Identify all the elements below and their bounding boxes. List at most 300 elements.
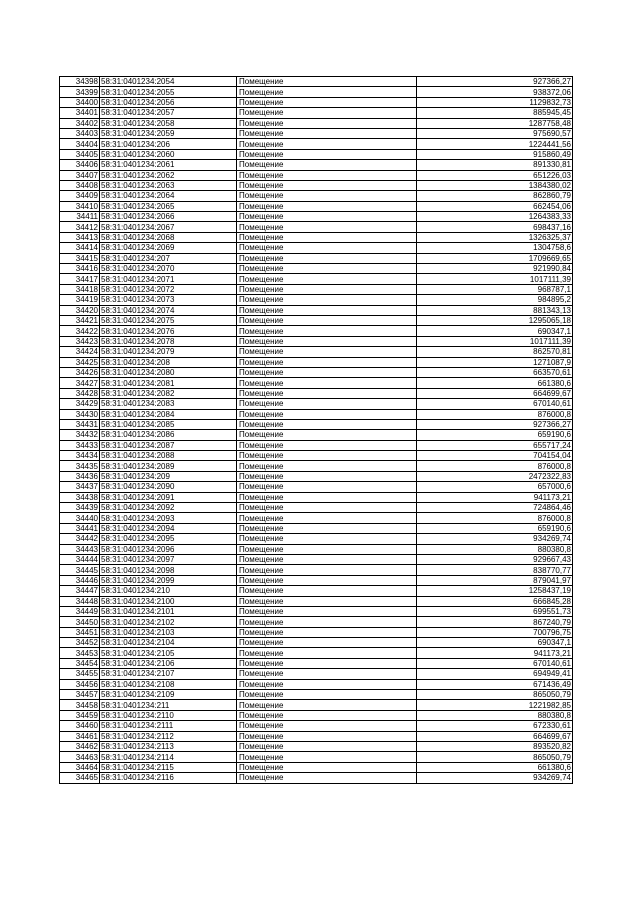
value-cell: 862570,81 <box>417 347 573 357</box>
value-cell: 694949,41 <box>417 669 573 679</box>
object-type-cell: Помещение <box>237 669 417 679</box>
value-cell: 1304758,6 <box>417 243 573 253</box>
row-number-cell: 34417 <box>60 274 100 284</box>
table-row <box>60 305 573 315</box>
object-type-cell: Помещение <box>237 544 417 554</box>
object-type-cell: Помещение <box>237 742 417 752</box>
table-row <box>60 586 573 596</box>
value-cell: 941173,21 <box>417 648 573 658</box>
row-number-cell: 34454 <box>60 658 100 668</box>
object-type-cell: Помещение <box>237 586 417 596</box>
value-cell: 975690,57 <box>417 128 573 138</box>
cadastral-number-cell: 58:31:0401234:2062 <box>100 170 237 180</box>
value-cell: 671436,49 <box>417 679 573 689</box>
value-cell: 2472322,83 <box>417 471 573 481</box>
value-cell: 672330,61 <box>417 721 573 731</box>
value-cell: 927366,27 <box>417 77 573 87</box>
value-cell: 724864,46 <box>417 503 573 513</box>
cadastral-number-cell: 58:31:0401234:2101 <box>100 606 237 616</box>
object-type-cell: Помещение <box>237 773 417 783</box>
row-number-cell: 34416 <box>60 264 100 274</box>
row-number-cell: 34436 <box>60 471 100 481</box>
value-cell: 1224441,56 <box>417 139 573 149</box>
value-cell: 934269,74 <box>417 773 573 783</box>
value-cell: 1271087,9 <box>417 357 573 367</box>
cadastral-number-cell: 58:31:0401234:211 <box>100 700 237 710</box>
row-number-cell: 34430 <box>60 409 100 419</box>
value-cell: 651226,03 <box>417 170 573 180</box>
object-type-cell: Помещение <box>237 118 417 128</box>
cadastral-number-cell: 58:31:0401234:2113 <box>100 742 237 752</box>
value-cell: 838770,77 <box>417 565 573 575</box>
table-row <box>60 679 573 689</box>
object-type-cell: Помещение <box>237 295 417 305</box>
cadastral-number-cell: 58:31:0401234:2078 <box>100 336 237 346</box>
table-row <box>60 170 573 180</box>
table-row <box>60 357 573 367</box>
table-row <box>60 482 573 492</box>
table-row <box>60 617 573 627</box>
table-row <box>60 554 573 564</box>
table-row <box>60 596 573 606</box>
row-number-cell: 34406 <box>60 160 100 170</box>
value-cell: 699551,73 <box>417 606 573 616</box>
object-type-cell: Помещение <box>237 336 417 346</box>
object-type-cell: Помещение <box>237 108 417 118</box>
table-row <box>60 118 573 128</box>
cadastral-number-cell: 58:31:0401234:2112 <box>100 731 237 741</box>
cadastral-number-cell: 58:31:0401234:2115 <box>100 762 237 772</box>
value-cell: 880380,8 <box>417 710 573 720</box>
cadastral-number-cell: 58:31:0401234:2073 <box>100 295 237 305</box>
table-row <box>60 503 573 513</box>
row-number-cell: 34445 <box>60 565 100 575</box>
cadastral-number-cell: 58:31:0401234:2110 <box>100 710 237 720</box>
value-cell: 655717,24 <box>417 440 573 450</box>
cadastral-number-cell: 58:31:0401234:2108 <box>100 679 237 689</box>
row-number-cell: 34407 <box>60 170 100 180</box>
value-cell: 1221982,85 <box>417 700 573 710</box>
value-cell: 915860,49 <box>417 149 573 159</box>
cadastral-number-cell: 58:31:0401234:2099 <box>100 575 237 585</box>
object-type-cell: Помещение <box>237 492 417 502</box>
cadastral-number-cell: 58:31:0401234:2105 <box>100 648 237 658</box>
cadastral-number-cell: 58:31:0401234:2107 <box>100 669 237 679</box>
value-cell: 698437,16 <box>417 222 573 232</box>
row-number-cell: 34399 <box>60 87 100 97</box>
table-row <box>60 471 573 481</box>
table-row <box>60 534 573 544</box>
value-cell: 876000,8 <box>417 513 573 523</box>
cadastral-number-cell: 58:31:0401234:2109 <box>100 690 237 700</box>
row-number-cell: 34431 <box>60 419 100 429</box>
row-number-cell: 34455 <box>60 669 100 679</box>
object-type-cell: Помещение <box>237 315 417 325</box>
row-number-cell: 34444 <box>60 554 100 564</box>
row-number-cell: 34456 <box>60 679 100 689</box>
value-cell: 865050,79 <box>417 690 573 700</box>
object-type-cell: Помещение <box>237 440 417 450</box>
row-number-cell: 34401 <box>60 108 100 118</box>
row-number-cell: 34414 <box>60 243 100 253</box>
row-number-cell: 34449 <box>60 606 100 616</box>
object-type-cell: Помещение <box>237 305 417 315</box>
table-row <box>60 315 573 325</box>
object-type-cell: Помещение <box>237 253 417 263</box>
value-cell: 927366,27 <box>417 419 573 429</box>
cadastral-number-cell: 58:31:0401234:2095 <box>100 534 237 544</box>
cadastral-number-cell: 58:31:0401234:2088 <box>100 451 237 461</box>
value-cell: 690347,1 <box>417 326 573 336</box>
row-number-cell: 34420 <box>60 305 100 315</box>
cadastral-number-cell: 58:31:0401234:2098 <box>100 565 237 575</box>
table-row <box>60 97 573 107</box>
cadastral-number-cell: 58:31:0401234:2093 <box>100 513 237 523</box>
cadastral-number-cell: 58:31:0401234:2092 <box>100 503 237 513</box>
cadastral-number-cell: 58:31:0401234:2102 <box>100 617 237 627</box>
object-type-cell: Помещение <box>237 284 417 294</box>
row-number-cell: 34461 <box>60 731 100 741</box>
cadastral-number-cell: 58:31:0401234:2081 <box>100 378 237 388</box>
table-row <box>60 669 573 679</box>
value-cell: 659190,6 <box>417 430 573 440</box>
cadastral-number-cell: 58:31:0401234:209 <box>100 471 237 481</box>
row-number-cell: 34411 <box>60 212 100 222</box>
row-number-cell: 34464 <box>60 762 100 772</box>
table-row <box>60 326 573 336</box>
object-type-cell: Помещение <box>237 575 417 585</box>
row-number-cell: 34400 <box>60 97 100 107</box>
cadastral-number-cell: 58:31:0401234:2090 <box>100 482 237 492</box>
cadastral-number-cell: 58:31:0401234:2072 <box>100 284 237 294</box>
table-row <box>60 710 573 720</box>
object-type-cell: Помещение <box>237 762 417 772</box>
value-cell: 1258437,19 <box>417 586 573 596</box>
value-cell: 880380,8 <box>417 544 573 554</box>
row-number-cell: 34426 <box>60 367 100 377</box>
table-row <box>60 430 573 440</box>
cadastral-number-cell: 58:31:0401234:2055 <box>100 87 237 97</box>
table-row <box>60 201 573 211</box>
cadastral-number-cell: 58:31:0401234:2100 <box>100 596 237 606</box>
object-type-cell: Помещение <box>237 357 417 367</box>
object-type-cell: Помещение <box>237 554 417 564</box>
object-type-cell: Помещение <box>237 752 417 762</box>
table-row <box>60 274 573 284</box>
value-cell: 1264383,33 <box>417 212 573 222</box>
cadastral-number-cell: 58:31:0401234:206 <box>100 139 237 149</box>
row-number-cell: 34398 <box>60 77 100 87</box>
value-cell: 662454,06 <box>417 201 573 211</box>
value-cell: 704154,04 <box>417 451 573 461</box>
cadastral-number-cell: 58:31:0401234:2079 <box>100 347 237 357</box>
cadastral-number-cell: 58:31:0401234:2116 <box>100 773 237 783</box>
row-number-cell: 34433 <box>60 440 100 450</box>
row-number-cell: 34457 <box>60 690 100 700</box>
row-number-cell: 34432 <box>60 430 100 440</box>
object-type-cell: Помещение <box>237 451 417 461</box>
row-number-cell: 34429 <box>60 399 100 409</box>
row-number-cell: 34448 <box>60 596 100 606</box>
row-number-cell: 34434 <box>60 451 100 461</box>
value-cell: 934269,74 <box>417 534 573 544</box>
value-cell: 1017111,39 <box>417 274 573 284</box>
table-row <box>60 451 573 461</box>
cadastral-number-cell: 58:31:0401234:2080 <box>100 367 237 377</box>
value-cell: 690347,1 <box>417 638 573 648</box>
cadastral-number-cell: 58:31:0401234:2068 <box>100 232 237 242</box>
object-type-cell: Помещение <box>237 471 417 481</box>
table-row <box>60 295 573 305</box>
object-type-cell: Помещение <box>237 503 417 513</box>
object-type-cell: Помещение <box>237 721 417 731</box>
cadastral-number-cell: 58:31:0401234:2056 <box>100 97 237 107</box>
registry-table-body <box>60 77 573 784</box>
cadastral-number-cell: 58:31:0401234:2054 <box>100 77 237 87</box>
value-cell: 862860,79 <box>417 191 573 201</box>
table-row <box>60 700 573 710</box>
value-cell: 1017111,39 <box>417 336 573 346</box>
table-row <box>60 638 573 648</box>
cadastral-number-cell: 58:31:0401234:210 <box>100 586 237 596</box>
object-type-cell: Помещение <box>237 700 417 710</box>
table-row <box>60 742 573 752</box>
table-row <box>60 243 573 253</box>
value-cell: 1129832,73 <box>417 97 573 107</box>
value-cell: 876000,8 <box>417 409 573 419</box>
table-row <box>60 87 573 97</box>
object-type-cell: Помещение <box>237 87 417 97</box>
cadastral-number-cell: 58:31:0401234:2063 <box>100 180 237 190</box>
value-cell: 879041,97 <box>417 575 573 585</box>
cadastral-number-cell: 58:31:0401234:2114 <box>100 752 237 762</box>
value-cell: 941173,21 <box>417 492 573 502</box>
table-row <box>60 212 573 222</box>
cadastral-number-cell: 58:31:0401234:2104 <box>100 638 237 648</box>
object-type-cell: Помещение <box>237 534 417 544</box>
registry-table <box>59 76 573 784</box>
cadastral-number-cell: 58:31:0401234:2070 <box>100 264 237 274</box>
object-type-cell: Помещение <box>237 212 417 222</box>
table-row <box>60 149 573 159</box>
object-type-cell: Помещение <box>237 264 417 274</box>
cadastral-number-cell: 58:31:0401234:2085 <box>100 419 237 429</box>
cadastral-number-cell: 58:31:0401234:2059 <box>100 128 237 138</box>
object-type-cell: Помещение <box>237 97 417 107</box>
cadastral-number-cell: 58:31:0401234:208 <box>100 357 237 367</box>
row-number-cell: 34438 <box>60 492 100 502</box>
table-row <box>60 399 573 409</box>
value-cell: 1326325,37 <box>417 232 573 242</box>
table-row <box>60 731 573 741</box>
row-number-cell: 34423 <box>60 336 100 346</box>
table-row <box>60 648 573 658</box>
row-number-cell: 34440 <box>60 513 100 523</box>
row-number-cell: 34447 <box>60 586 100 596</box>
object-type-cell: Помещение <box>237 710 417 720</box>
cadastral-number-cell: 58:31:0401234:2075 <box>100 315 237 325</box>
table-row <box>60 232 573 242</box>
table-row <box>60 606 573 616</box>
object-type-cell: Помещение <box>237 326 417 336</box>
row-number-cell: 34418 <box>60 284 100 294</box>
table-row <box>60 544 573 554</box>
cadastral-number-cell: 58:31:0401234:2106 <box>100 658 237 668</box>
value-cell: 700796,75 <box>417 627 573 637</box>
row-number-cell: 34446 <box>60 575 100 585</box>
value-cell: 921990,84 <box>417 264 573 274</box>
value-cell: 1384380,02 <box>417 180 573 190</box>
cadastral-number-cell: 58:31:0401234:2111 <box>100 721 237 731</box>
row-number-cell: 34437 <box>60 482 100 492</box>
table-row <box>60 336 573 346</box>
object-type-cell: Помещение <box>237 274 417 284</box>
object-type-cell: Помещение <box>237 679 417 689</box>
table-row <box>60 690 573 700</box>
row-number-cell: 34453 <box>60 648 100 658</box>
cadastral-number-cell: 58:31:0401234:2089 <box>100 461 237 471</box>
table-row <box>60 253 573 263</box>
cadastral-number-cell: 58:31:0401234:2071 <box>100 274 237 284</box>
object-type-cell: Помещение <box>237 139 417 149</box>
object-type-cell: Помещение <box>237 638 417 648</box>
value-cell: 657000,6 <box>417 482 573 492</box>
table-row <box>60 264 573 274</box>
table-row <box>60 523 573 533</box>
table-row <box>60 191 573 201</box>
table-row <box>60 367 573 377</box>
cadastral-number-cell: 58:31:0401234:2096 <box>100 544 237 554</box>
cadastral-number-cell: 58:31:0401234:2076 <box>100 326 237 336</box>
cadastral-number-cell: 58:31:0401234:2082 <box>100 388 237 398</box>
cadastral-number-cell: 58:31:0401234:2061 <box>100 160 237 170</box>
row-number-cell: 34404 <box>60 139 100 149</box>
table-row <box>60 108 573 118</box>
value-cell: 885945,45 <box>417 108 573 118</box>
table-row <box>60 461 573 471</box>
object-type-cell: Помещение <box>237 347 417 357</box>
row-number-cell: 34419 <box>60 295 100 305</box>
value-cell: 661380,6 <box>417 378 573 388</box>
cadastral-number-cell: 58:31:0401234:2084 <box>100 409 237 419</box>
value-cell: 891330,81 <box>417 160 573 170</box>
table-row <box>60 347 573 357</box>
row-number-cell: 34425 <box>60 357 100 367</box>
cadastral-number-cell: 58:31:0401234:2103 <box>100 627 237 637</box>
value-cell: 663570,61 <box>417 367 573 377</box>
row-number-cell: 34441 <box>60 523 100 533</box>
table-row <box>60 575 573 585</box>
cadastral-number-cell: 58:31:0401234:2066 <box>100 212 237 222</box>
object-type-cell: Помещение <box>237 149 417 159</box>
table-row <box>60 77 573 87</box>
cadastral-number-cell: 58:31:0401234:2069 <box>100 243 237 253</box>
table-row <box>60 419 573 429</box>
table-row <box>60 762 573 772</box>
object-type-cell: Помещение <box>237 232 417 242</box>
object-type-cell: Помещение <box>237 77 417 87</box>
row-number-cell: 34405 <box>60 149 100 159</box>
table-row <box>60 388 573 398</box>
row-number-cell: 34439 <box>60 503 100 513</box>
table-row <box>60 139 573 149</box>
cadastral-number-cell: 58:31:0401234:2067 <box>100 222 237 232</box>
value-cell: 893520,82 <box>417 742 573 752</box>
value-cell: 670140,61 <box>417 399 573 409</box>
table-row <box>60 180 573 190</box>
table-row <box>60 378 573 388</box>
row-number-cell: 34422 <box>60 326 100 336</box>
object-type-cell: Помещение <box>237 409 417 419</box>
cadastral-number-cell: 58:31:0401234:2094 <box>100 523 237 533</box>
object-type-cell: Помещение <box>237 419 417 429</box>
table-row <box>60 409 573 419</box>
object-type-cell: Помещение <box>237 482 417 492</box>
row-number-cell: 34451 <box>60 627 100 637</box>
row-number-cell: 34443 <box>60 544 100 554</box>
object-type-cell: Помещение <box>237 430 417 440</box>
object-type-cell: Помещение <box>237 388 417 398</box>
row-number-cell: 34410 <box>60 201 100 211</box>
object-type-cell: Помещение <box>237 658 417 668</box>
value-cell: 984895,2 <box>417 295 573 305</box>
cadastral-number-cell: 58:31:0401234:2057 <box>100 108 237 118</box>
row-number-cell: 34415 <box>60 253 100 263</box>
value-cell: 659190,6 <box>417 523 573 533</box>
table-row <box>60 128 573 138</box>
object-type-cell: Помещение <box>237 648 417 658</box>
value-cell: 1295065,18 <box>417 315 573 325</box>
cadastral-number-cell: 58:31:0401234:2065 <box>100 201 237 211</box>
cadastral-number-cell: 58:31:0401234:2086 <box>100 430 237 440</box>
table-row <box>60 752 573 762</box>
table-row <box>60 440 573 450</box>
row-number-cell: 34402 <box>60 118 100 128</box>
cadastral-number-cell: 58:31:0401234:2060 <box>100 149 237 159</box>
value-cell: 1287758,48 <box>417 118 573 128</box>
cadastral-number-cell: 58:31:0401234:2097 <box>100 554 237 564</box>
row-number-cell: 34412 <box>60 222 100 232</box>
row-number-cell: 34459 <box>60 710 100 720</box>
row-number-cell: 34424 <box>60 347 100 357</box>
table-row <box>60 627 573 637</box>
object-type-cell: Помещение <box>237 378 417 388</box>
object-type-cell: Помещение <box>237 523 417 533</box>
value-cell: 664699,67 <box>417 388 573 398</box>
cadastral-number-cell: 58:31:0401234:2058 <box>100 118 237 128</box>
table-row <box>60 492 573 502</box>
table-row <box>60 222 573 232</box>
row-number-cell: 34465 <box>60 773 100 783</box>
table-row <box>60 721 573 731</box>
row-number-cell: 34409 <box>60 191 100 201</box>
value-cell: 938372,06 <box>417 87 573 97</box>
row-number-cell: 34413 <box>60 232 100 242</box>
object-type-cell: Помещение <box>237 191 417 201</box>
object-type-cell: Помещение <box>237 461 417 471</box>
object-type-cell: Помещение <box>237 180 417 190</box>
value-cell: 968787,1 <box>417 284 573 294</box>
cadastral-number-cell: 58:31:0401234:2064 <box>100 191 237 201</box>
object-type-cell: Помещение <box>237 243 417 253</box>
row-number-cell: 34463 <box>60 752 100 762</box>
object-type-cell: Помещение <box>237 606 417 616</box>
row-number-cell: 34403 <box>60 128 100 138</box>
value-cell: 1709669,65 <box>417 253 573 263</box>
value-cell: 929667,43 <box>417 554 573 564</box>
value-cell: 666845,28 <box>417 596 573 606</box>
object-type-cell: Помещение <box>237 201 417 211</box>
